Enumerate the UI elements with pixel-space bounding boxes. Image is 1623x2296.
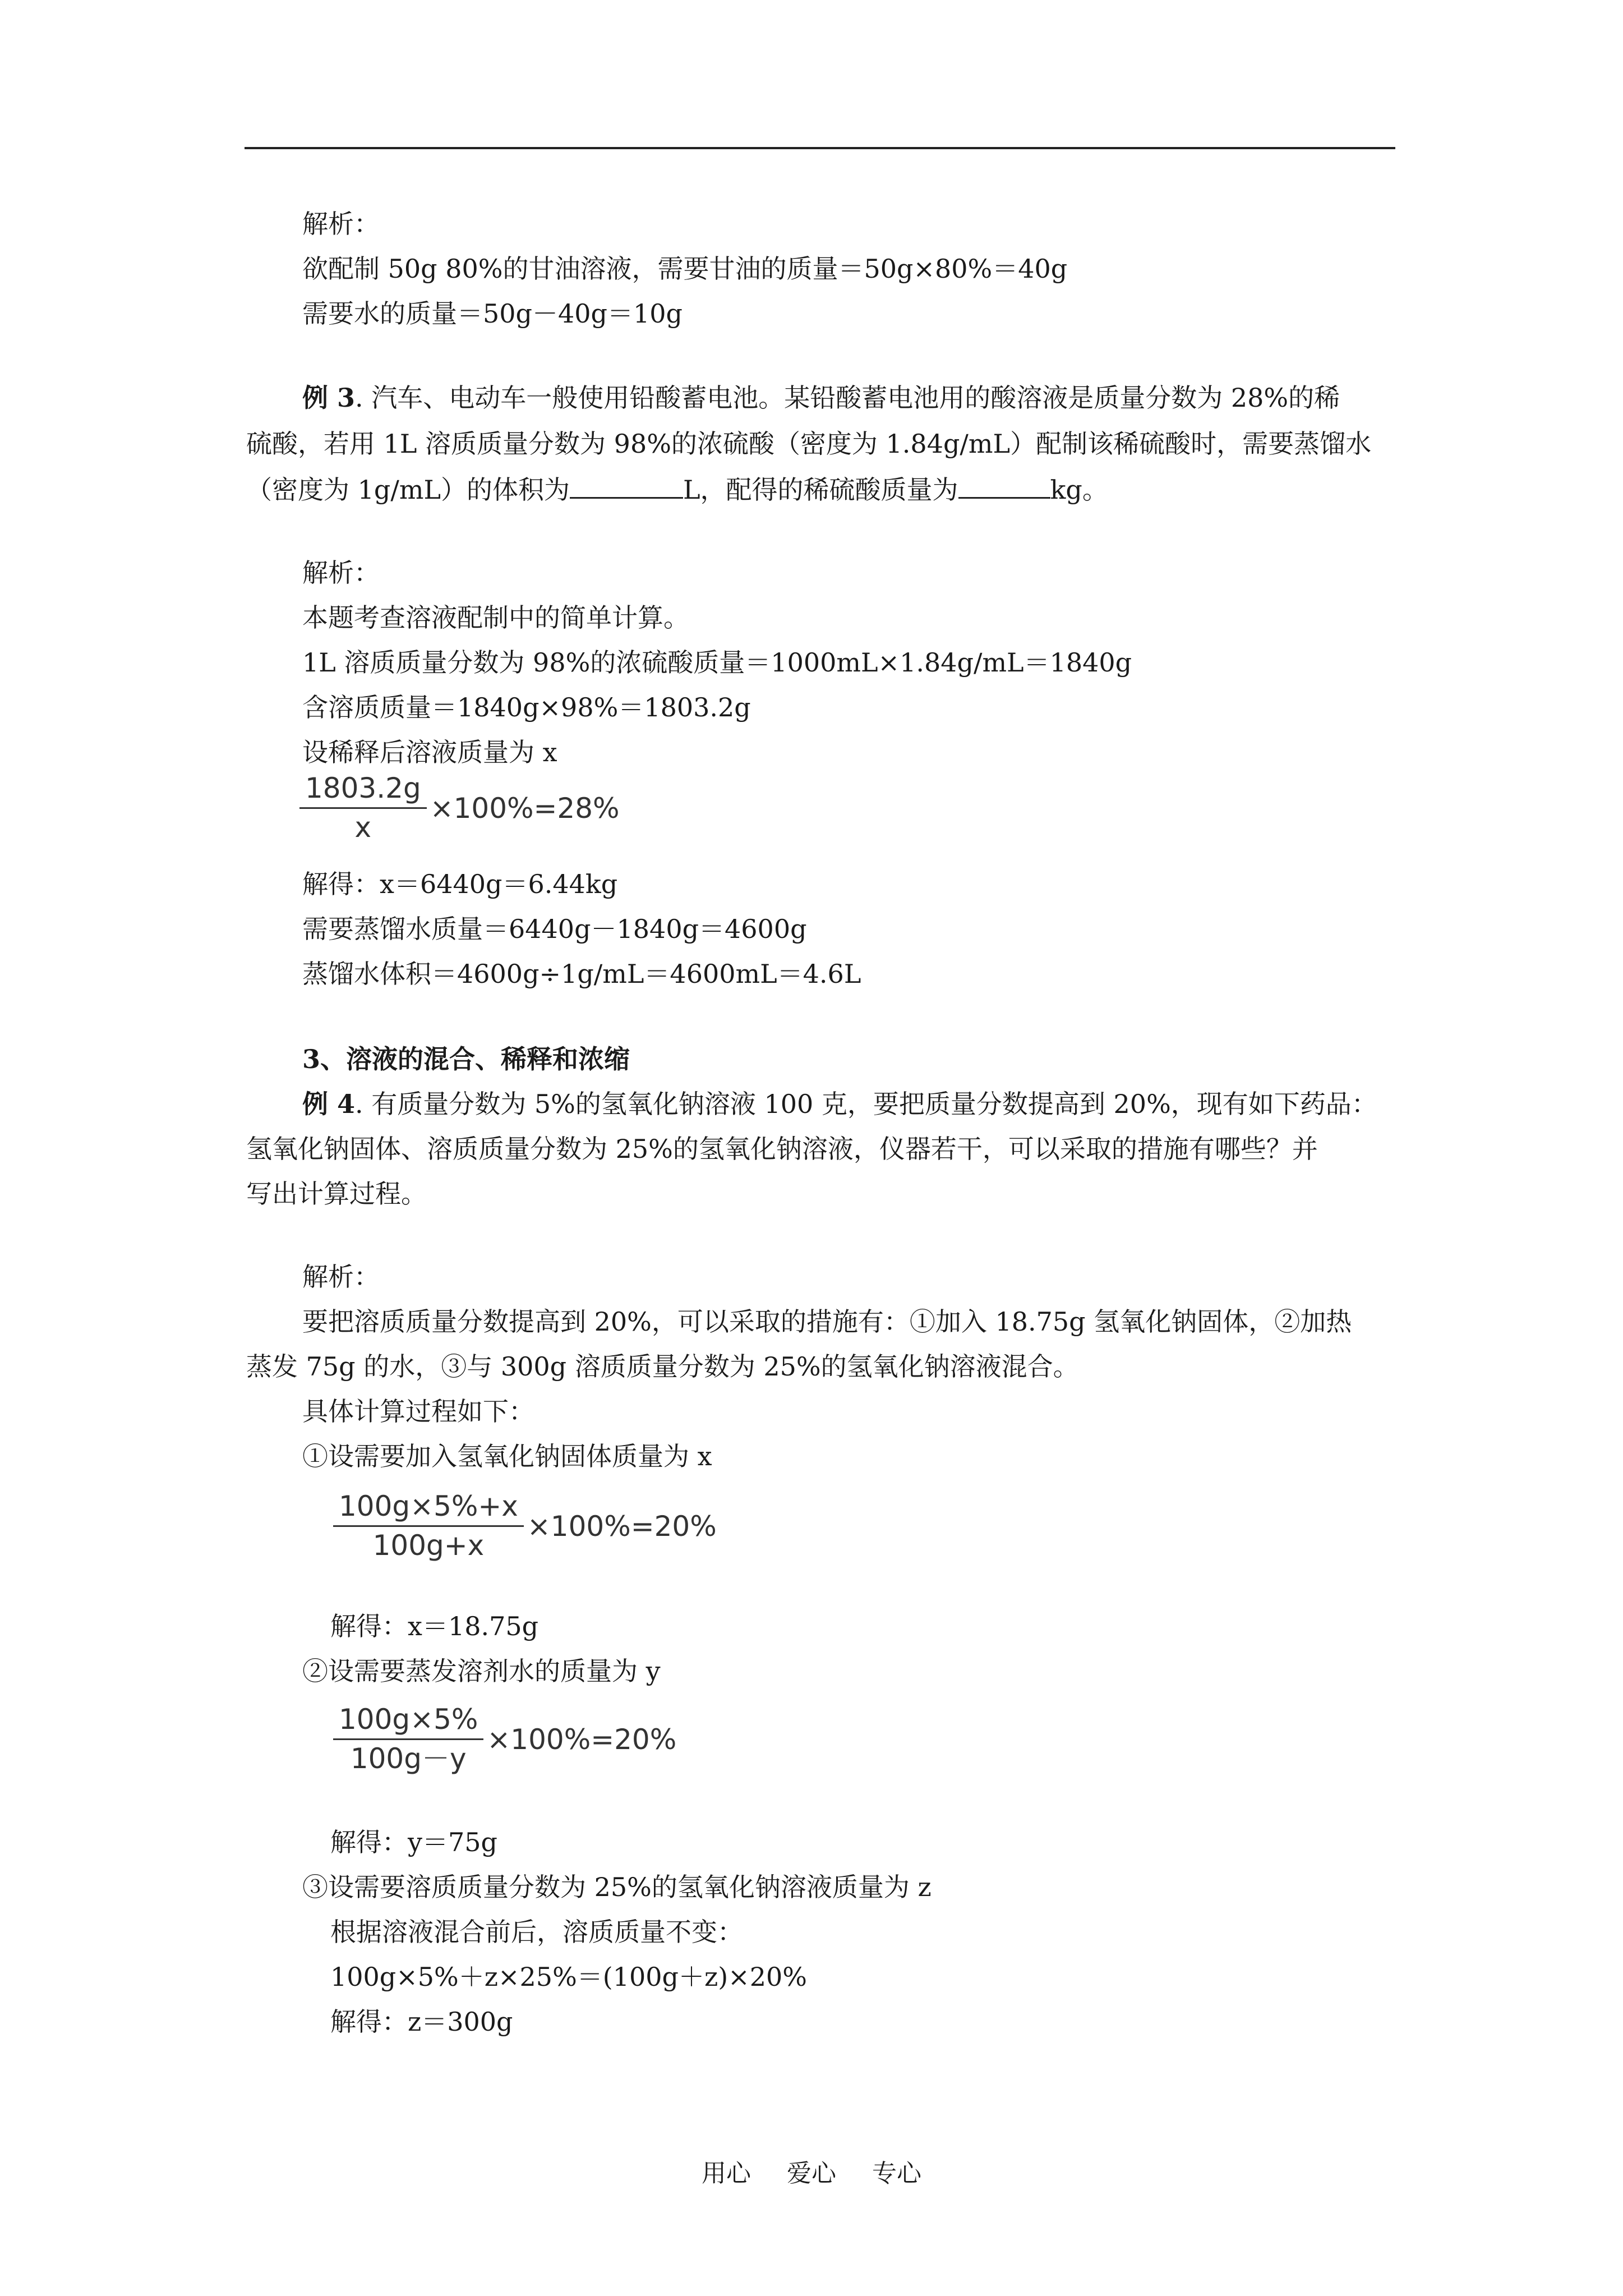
text-line: 欲配制 50g 80%的甘油溶液，需要甘油的质量＝50g×80%＝40g bbox=[302, 254, 1068, 284]
fraction-denominator: x bbox=[354, 811, 372, 844]
text-line: 含溶质质量＝1840g×98%＝1803.2g bbox=[302, 692, 751, 723]
formula-add-solute bbox=[333, 1491, 717, 1561]
page-footer: 用心 爱心 专心 bbox=[702, 2159, 921, 2188]
example-3-text: kg。 bbox=[1050, 475, 1108, 505]
example-3-text: （密度为 1g/mL）的体积为 bbox=[246, 475, 570, 505]
text-line: 1L 溶质质量分数为 98%的浓硫酸质量＝1000mL×1.84g/mL＝1840g bbox=[302, 647, 1132, 678]
text-line: ③设需要溶质质量分数为 25%的氢氧化钠溶液质量为 z bbox=[302, 1872, 932, 1902]
analysis-heading: 解析： bbox=[302, 558, 380, 588]
example-3-text: L，配得的稀硫酸质量为 bbox=[683, 475, 958, 505]
section-heading: 3、溶液的混合、稀释和浓缩 bbox=[302, 1044, 630, 1074]
fraction-numerator: 100g×5% bbox=[333, 1704, 483, 1740]
answer-blank-mass bbox=[958, 472, 1050, 499]
text-line: 要把溶质质量分数提高到 20%，可以采取的措施有：①加入 18.75g 氢氧化钠固体，②加热 bbox=[302, 1306, 1352, 1337]
example-3-line-2: 硫酸，若用 1L 溶质质量分数为 98%的浓硫酸（密度为 1.84g/mL）配制该稀硫酸时，需要蒸馏水 bbox=[246, 429, 1372, 459]
example-4-line-3: 写出计算过程。 bbox=[246, 1179, 427, 1209]
analysis-heading: 解析： bbox=[302, 1262, 380, 1292]
text-line: 蒸发 75g 的水，③与 300g 溶质质量分数为 25%的氢氧化钠溶液混合。 bbox=[246, 1351, 1079, 1382]
text-line: 100g×5%＋z×25%＝(100g＋z)×20% bbox=[330, 1962, 807, 1992]
text-line: 需要水的质量＝50g－40g＝10g bbox=[302, 298, 683, 329]
text-line: 本题考查溶液配制中的简单计算。 bbox=[302, 602, 689, 633]
formula-dilution bbox=[299, 773, 620, 843]
example-4-line-2: 氢氧化钠固体、溶质质量分数为 25%的氢氧化钠溶液，仪器若干，可以采取的措施有哪些？并 bbox=[246, 1134, 1318, 1164]
text-line: 解得：x＝6440g＝6.44kg bbox=[302, 869, 618, 899]
example-4-line-1 bbox=[302, 1087, 1377, 1121]
example-3-line-1 bbox=[302, 380, 1340, 415]
text-line: 解得：x＝18.75g bbox=[330, 1611, 539, 1641]
answer-blank-volume bbox=[570, 472, 683, 499]
example-3-label: 例 3 bbox=[302, 383, 356, 413]
formula-rest: ×100%=28% bbox=[430, 792, 620, 825]
text-line: 蒸馏水体积＝4600g÷1g/mL＝4600mL＝4.6L bbox=[302, 959, 861, 989]
example-3-line-3 bbox=[246, 472, 1108, 507]
text-line: 解得：z＝300g bbox=[330, 2007, 513, 2037]
fraction bbox=[333, 1491, 524, 1561]
fraction-numerator: 1803.2g bbox=[299, 773, 427, 809]
text-line: ②设需要蒸发溶剂水的质量为 y bbox=[302, 1656, 661, 1686]
text-line: 具体计算过程如下： bbox=[302, 1396, 534, 1427]
text-line: ①设需要加入氢氧化钠固体质量为 x bbox=[302, 1441, 712, 1471]
text-line: 解得：y＝75g bbox=[330, 1827, 497, 1857]
fraction-denominator: 100g+x bbox=[372, 1529, 485, 1562]
formula-rest: ×100%=20% bbox=[487, 1723, 677, 1756]
text-line: 需要蒸馏水质量＝6440g－1840g＝4600g bbox=[302, 914, 807, 944]
formula-evaporate bbox=[333, 1704, 676, 1774]
header-rule bbox=[245, 147, 1395, 149]
text-line: 设稀释后溶液质量为 x bbox=[302, 737, 557, 767]
analysis-heading: 解析： bbox=[302, 209, 380, 239]
fraction-denominator: 100g－y bbox=[350, 1742, 467, 1775]
fraction bbox=[333, 1704, 483, 1774]
text-line: 根据溶液混合前后，溶质质量不变： bbox=[330, 1917, 743, 1947]
formula-rest: ×100%=20% bbox=[527, 1510, 717, 1543]
fraction-numerator: 100g×5%+x bbox=[333, 1491, 524, 1527]
example-4-text: . 有质量分数为 5%的氢氧化钠溶液 100 克，要把质量分数提高到 20%，现有如下药品： bbox=[355, 1089, 1377, 1119]
fraction bbox=[299, 773, 427, 843]
example-4-label: 例 4 bbox=[302, 1089, 356, 1119]
example-3-text: . 汽车、电动车一般使用铅酸蓄电池。某铅酸蓄电池用的酸溶液是质量分数为 28%的稀 bbox=[355, 383, 1340, 413]
